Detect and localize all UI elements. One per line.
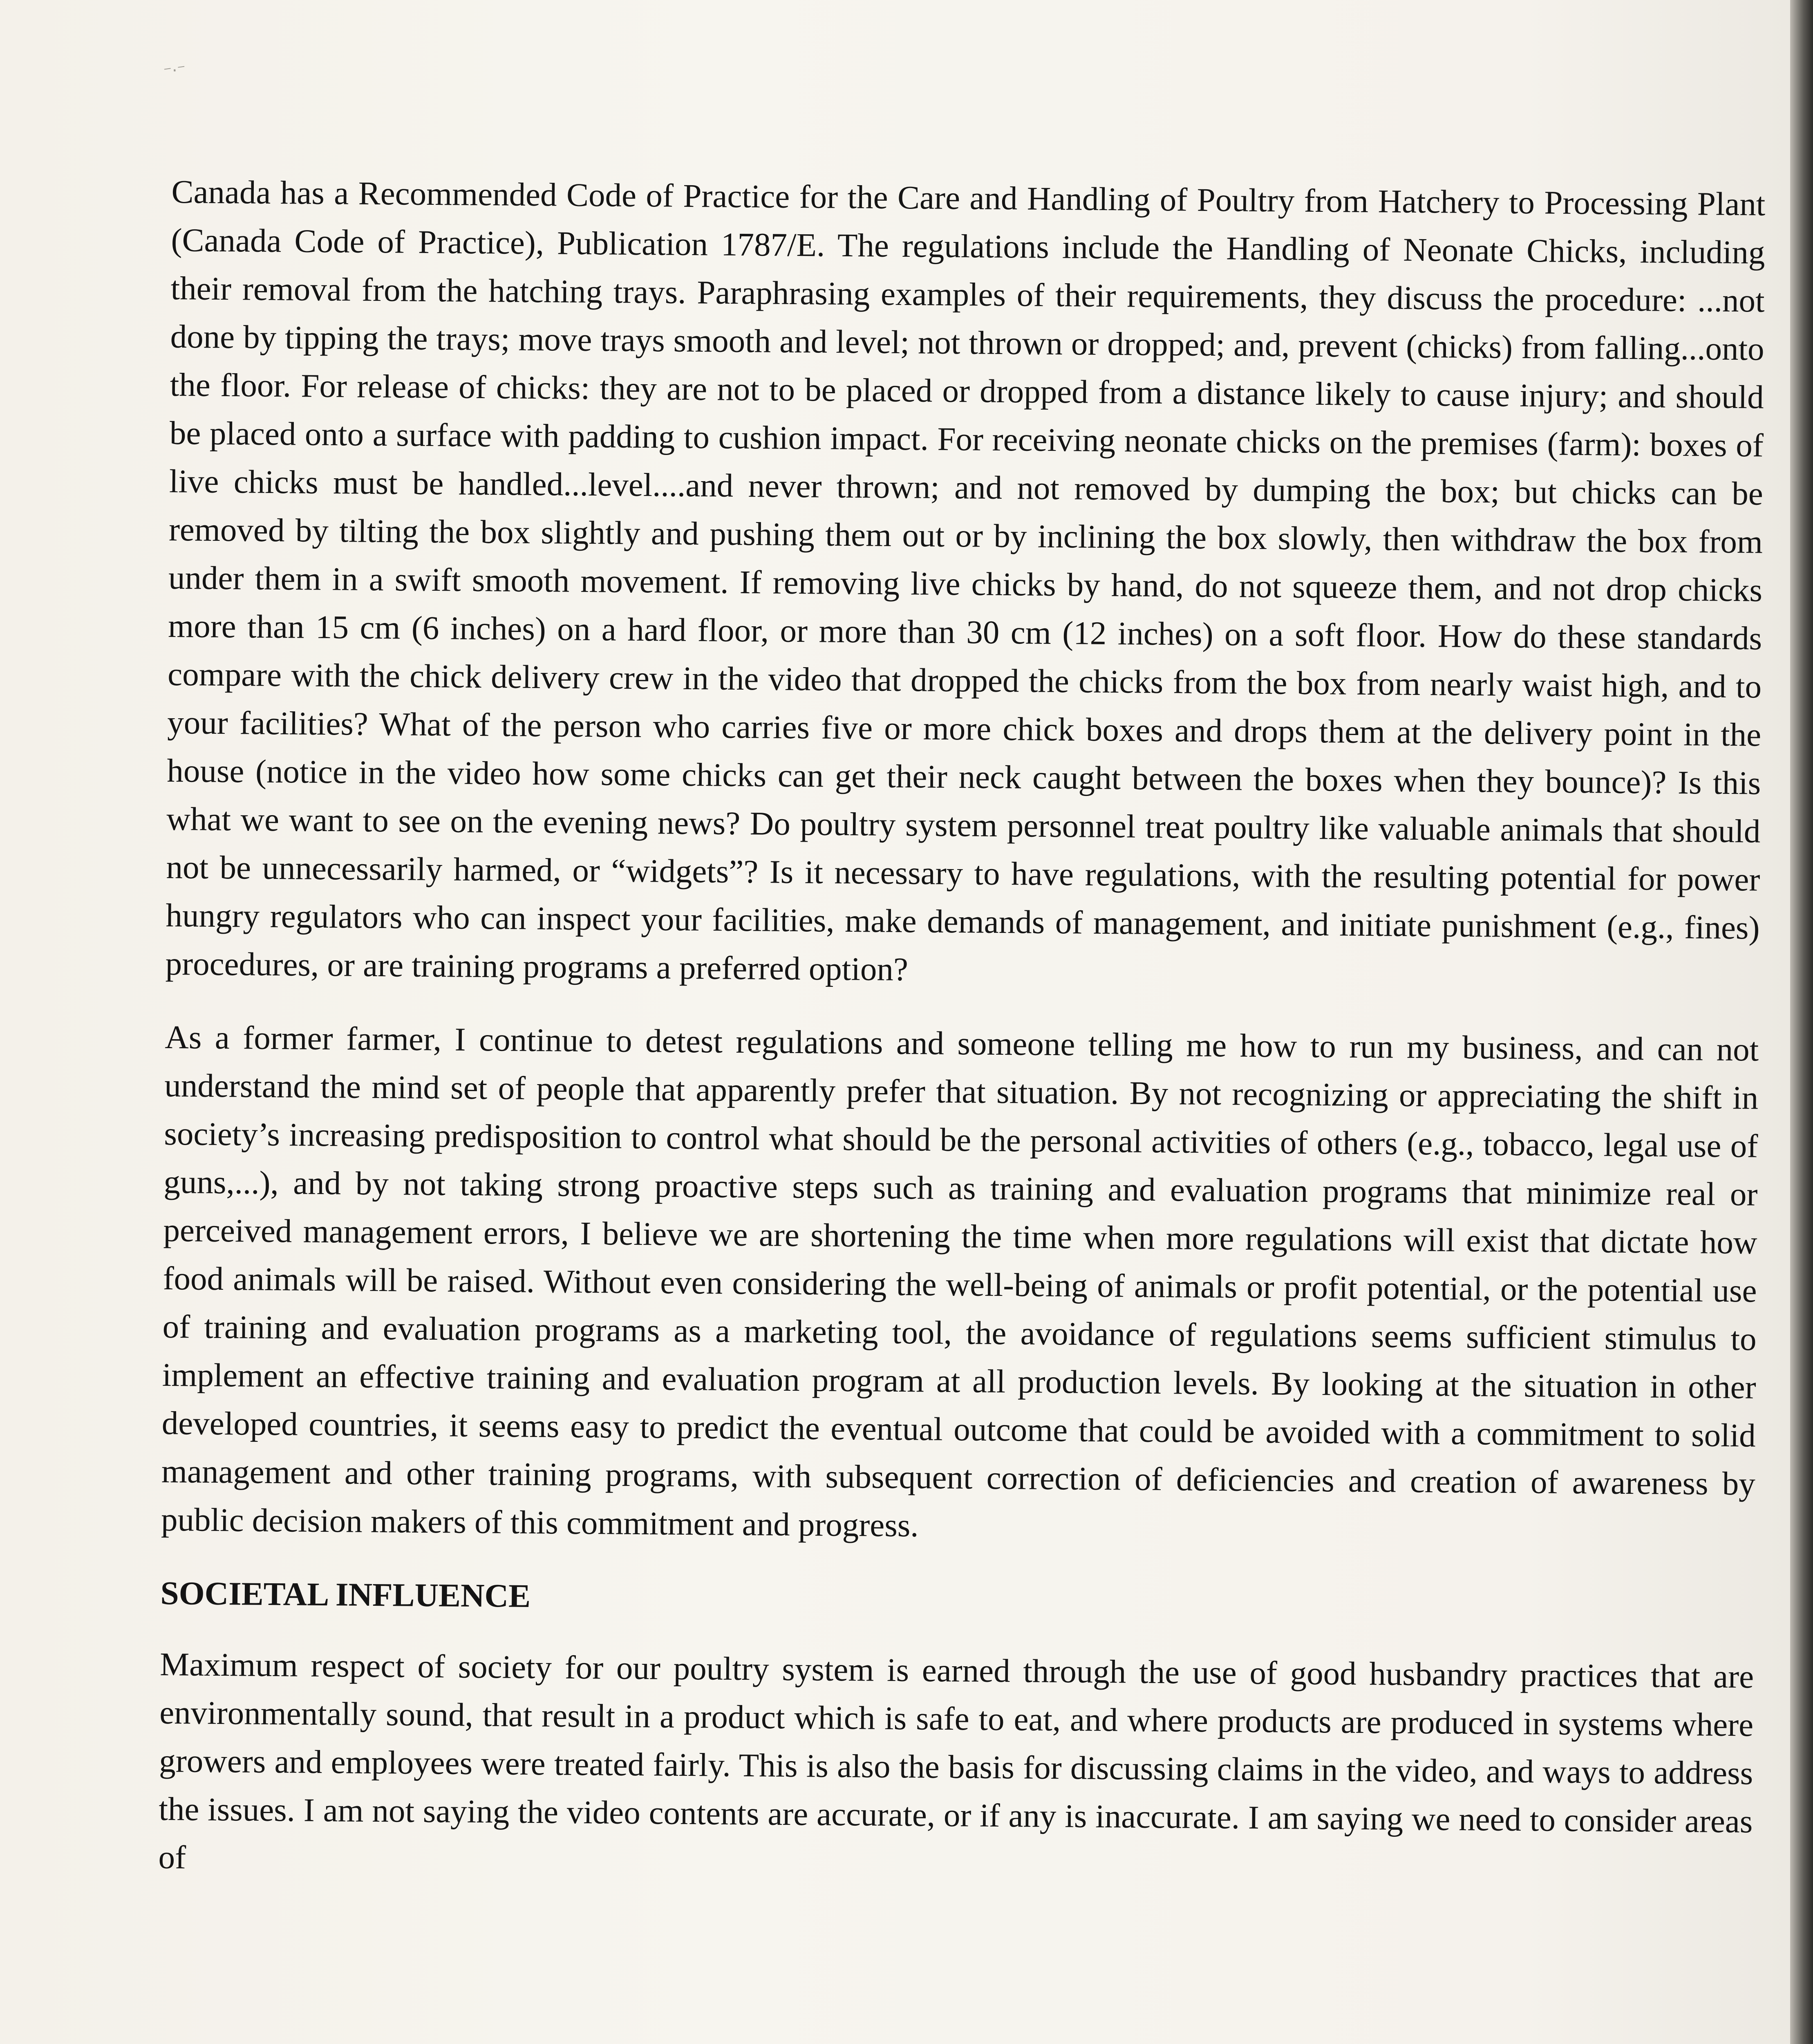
scan-smudge-icon: ⁻·⁻ xyxy=(162,60,187,82)
paragraph-canada-code: Canada has a Recommended Code of Practice for the Care and Handling of Poultry from Hatchery to Processing Plant (Canada Code of Practice), Publication 1787/E. The regulations include the Handling of Neonate Chicks, including their removal from the hatching trays. Paraphrasing examples of their requirements, they discuss the procedure: ...not done by tipping the trays; move trays smooth and level; not thrown or dropped; and, prevent (chicks) from falling...onto the floor. For release of chicks: they are not to be placed or dropped from a distance likely to cause injury; and should be placed onto a surface with padding to cushion impact. For receiving neonate chicks on the premises (farm): boxes of live chicks must be handled...level....and never thrown; and not removed by dumping the box; but chicks can be removed by tilting the box slightly and pushing them out or by inclining the box slowly, then withdraw the box from under them in a swift smooth movement. If removing live chicks by hand, do not squeeze them, and not drop chicks more than 15 cm (6 inches) on a hard floor, or more than 30 cm (12 inches) on a soft floor. How do these standards compare with the chick delivery crew in the video that dropped the chicks from the box from nearly waist high, and to your facilities? What of the person who carries five or more chick boxes and drops them at the delivery point in the house (notice in the video how some chicks can get their neck caught between the boxes when they bounce)? Is this what we want to see on the evening news? Do poultry system personnel treat poultry like valuable animals that should not be unnecessarily harmed, or “widgets”? Is it necessary to have regulations, with the resulting potential for power hungry regulators who can inspect your facilities, make demands of management, and initiate punishment (e.g., fines) procedures, or are training programs a preferred option? xyxy=(165,173,1766,988)
book-binding-edge xyxy=(1790,0,1813,2044)
paragraph-regulations: As a former farmer, I continue to detest regulations and someone telling me how to run my business, and can not understand the mind set of people that apparently prefer that situation. By not recognizing or appreciating the shift in society’s increasing predisposition to control what should be the personal activities of others (e.g., tobacco, legal use of guns,...), and by not taking strong proactive steps such as training and evaluation programs that minimize real or perceived management errors, I believe we are shortening the time when more regulations will exist that dictate how food animals will be raised. Without even considering the well-being of animals or profit potential, or the potential use of training and evaluation programs as a marketing tool, the avoidance of regulations seems sufficient stimulus to implement an effective training and evaluation program at all production levels. By looking at the situation in other developed countries, it seems easy to predict the eventual outcome that could be avoided with a commitment to solid management and other training programs, with subsequent correction of deficiencies and creation of awareness by public decision makers of this commitment and progress. xyxy=(161,1018,1759,1544)
paragraph-societal-influence: Maximum respect of society for our poultry system is earned through the use of good husbandry practices that are environmentally sound, that result in a product which is safe to eat, and where products are produced in systems where growers and employees were treated fairly. This is also the basis for discussing claims in the video, and ways to address the issues. I am not saying the video contents are accurate, or if any is inaccurate. I am saying we need to consider areas of xyxy=(158,1645,1754,1876)
section-heading-societal-influence: SOCIETAL INFLUENCE xyxy=(160,1574,531,1615)
page-content xyxy=(158,168,1766,1919)
